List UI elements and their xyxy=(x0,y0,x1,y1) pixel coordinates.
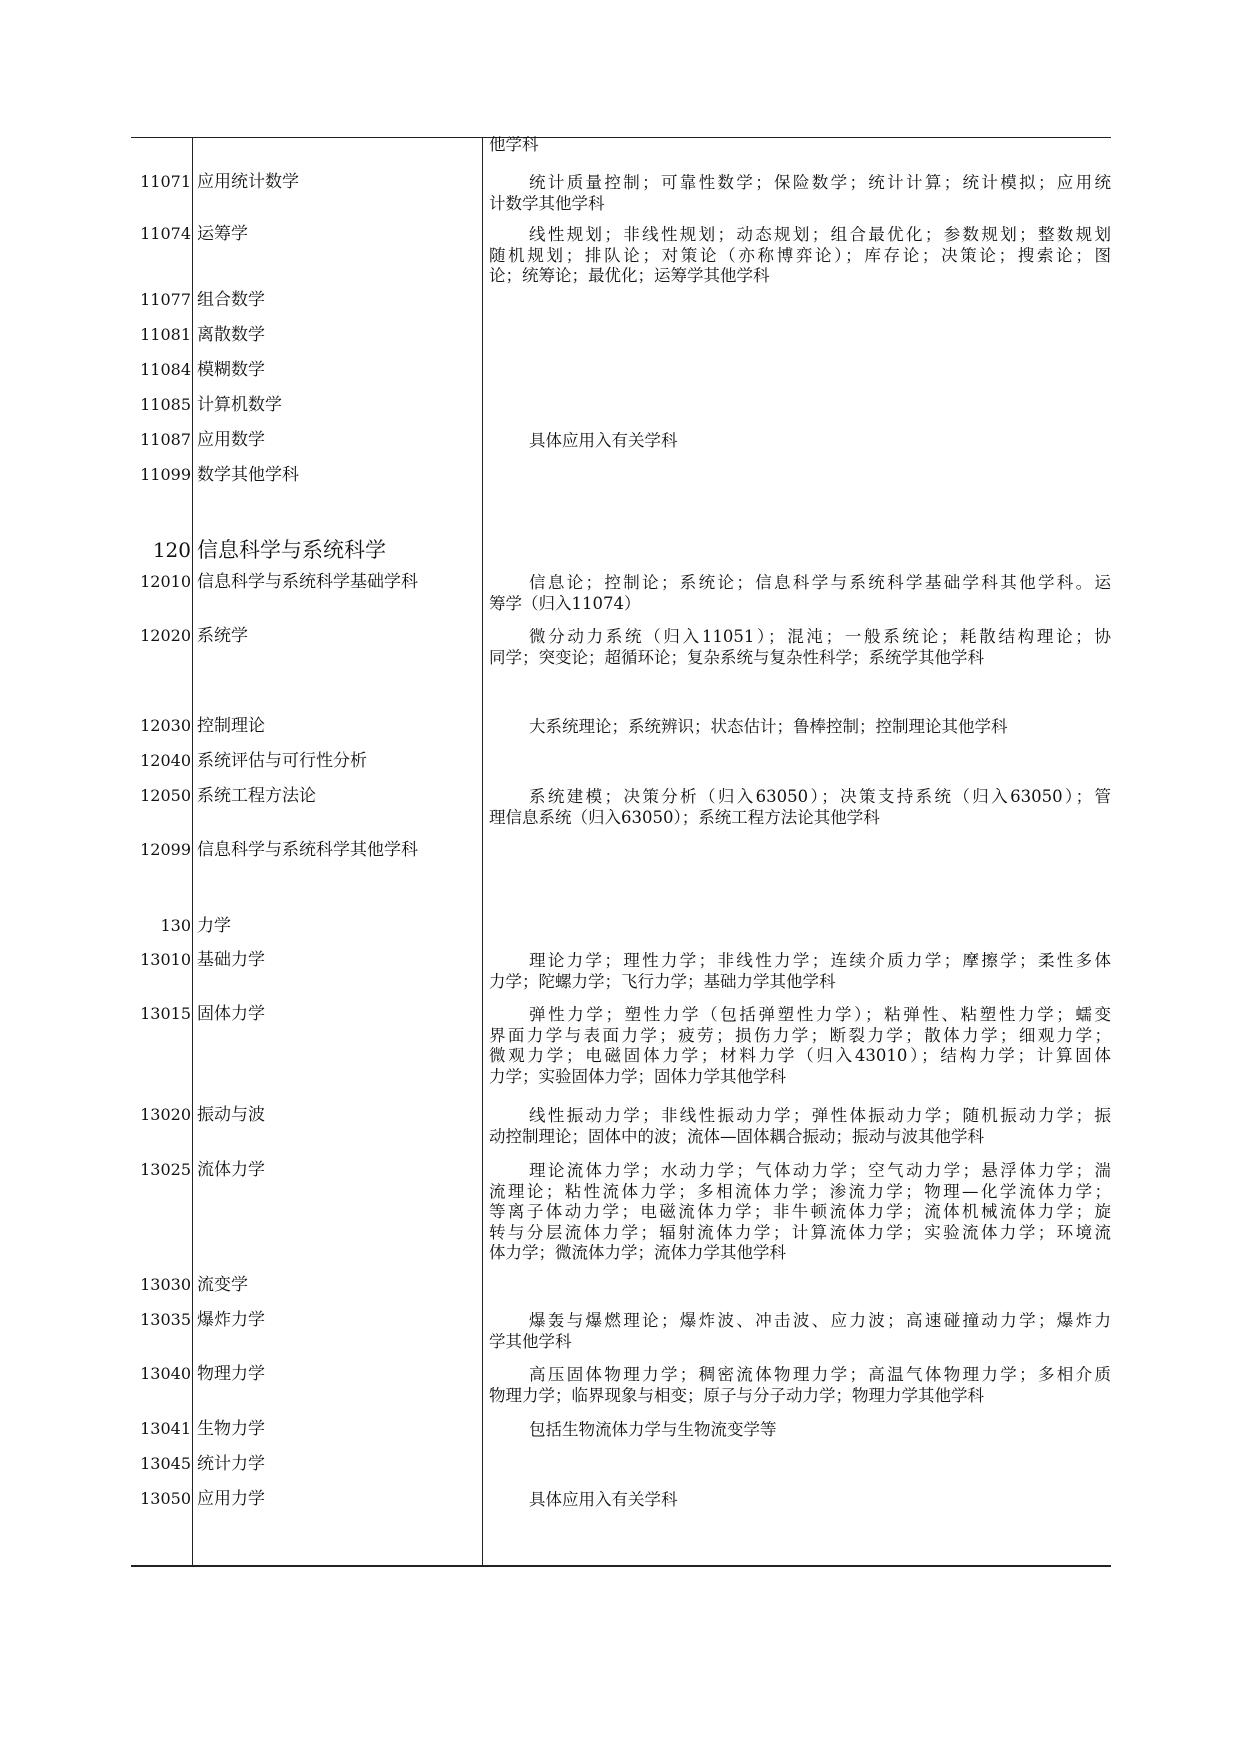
discipline-name: 物理力学 xyxy=(197,1364,265,1384)
discipline-name: 生物力学 xyxy=(197,1419,265,1439)
discipline-name: 系统学 xyxy=(197,626,248,646)
discipline-code: 13015 xyxy=(140,1004,191,1023)
discipline-description xyxy=(489,225,1111,287)
description-line: 力学；实验固体力学；固体力学其他学科 xyxy=(489,1066,786,1086)
discipline-code: 12050 xyxy=(140,786,191,805)
description-line: 动控制理论；固体中的波；流体—固体耦合振动；振动与波其他学科 xyxy=(489,1126,984,1146)
discipline-code: 11099 xyxy=(140,465,191,484)
discipline-name: 爆炸力学 xyxy=(197,1310,265,1330)
discipline-name: 统计力学 xyxy=(197,1454,265,1474)
discipline-description xyxy=(489,1106,1111,1147)
discipline-name: 信息科学与系统科学基础学科 xyxy=(197,572,418,592)
discipline-description xyxy=(489,1161,1111,1264)
discipline-name: 系统评估与可行性分析 xyxy=(197,751,367,771)
description-line: 微分动力系统（归入11051）；混沌；一般系统论；耗散结构理论；协 xyxy=(529,627,1111,646)
discipline-description xyxy=(489,787,1111,828)
description-line: 同学；突变论；超循环论；复杂系统与复杂性科学；系统学其他学科 xyxy=(489,647,984,667)
discipline-code: 11077 xyxy=(140,290,191,309)
discipline-code: 13020 xyxy=(140,1105,191,1124)
discipline-code: 12010 xyxy=(140,572,191,591)
description-line: 随机规划；排队论；对策论（亦称博弈论）；库存论；决策论；搜索论；图 xyxy=(489,245,1111,265)
description-line: 论；统筹论；最优化；运筹学其他学科 xyxy=(489,266,770,285)
discipline-name: 振动与波 xyxy=(197,1105,265,1125)
description-line: 线性振动力学；非线性振动力学；弹性体振动力学；随机振动力学；振 xyxy=(529,1106,1111,1125)
description-line: 大系统理论；系统辨识；状态估计；鲁棒控制；控制理论其他学科 xyxy=(529,717,1008,736)
discipline-name: 流体力学 xyxy=(197,1160,265,1180)
discipline-code: 13025 xyxy=(140,1160,191,1179)
discipline-description xyxy=(489,173,1111,214)
discipline-description xyxy=(489,431,1111,452)
discipline-description xyxy=(489,1005,1111,1087)
description-line: 具体应用入有关学科 xyxy=(529,431,678,450)
discipline-code: 11087 xyxy=(140,430,191,449)
discipline-name: 控制理论 xyxy=(197,716,265,736)
discipline-description xyxy=(489,1365,1111,1406)
description-line: 具体应用入有关学科 xyxy=(529,1490,678,1509)
discipline-code: 12020 xyxy=(140,626,191,645)
description-line: 统计质量控制；可靠性数学；保险数学；统计计算；统计模拟；应用统 xyxy=(529,173,1111,192)
discipline-description xyxy=(489,1490,1111,1511)
column-divider-code xyxy=(192,137,193,1565)
discipline-name: 力学 xyxy=(197,916,231,936)
discipline-code: 11081 xyxy=(140,325,191,344)
table-bottom-border xyxy=(131,1565,1111,1567)
discipline-code: 120 xyxy=(152,538,191,562)
discipline-code: 13050 xyxy=(140,1489,191,1508)
description-line: 物理力学；临界现象与相变；原子与分子动力学；物理力学其他学科 xyxy=(489,1385,984,1405)
description-line: 系统建模；决策分析（归入63050）；决策支持系统（归入63050）；管 xyxy=(529,787,1111,806)
discipline-description xyxy=(489,1420,1111,1441)
discipline-name: 模糊数学 xyxy=(197,360,265,380)
discipline-code: 130 xyxy=(160,916,191,935)
discipline-code: 13045 xyxy=(140,1454,191,1473)
discipline-name: 流变学 xyxy=(197,1275,248,1295)
discipline-name: 基础力学 xyxy=(197,950,265,970)
discipline-code: 12099 xyxy=(140,840,191,859)
description-line: 筹学（归入11074） xyxy=(489,593,641,613)
discipline-name: 系统工程方法论 xyxy=(197,786,316,806)
discipline-description xyxy=(489,717,1111,738)
discipline-code: 13010 xyxy=(140,950,191,969)
discipline-description xyxy=(489,951,1111,992)
discipline-code: 11084 xyxy=(140,360,191,379)
discipline-code: 13040 xyxy=(140,1364,191,1383)
description-line: 理论流体力学；水动力学；气体动力学；空气动力学；悬浮体力学；湍 xyxy=(529,1161,1111,1180)
description-line: 微观力学；电磁固体力学；材料力学（归入43010）；结构力学；计算固体 xyxy=(489,1046,1111,1065)
discipline-code: 11074 xyxy=(140,224,191,243)
discipline-name: 计算机数学 xyxy=(197,395,282,415)
description-line: 界面力学与表面力学；疲劳；损伤力学；断裂力学；散体力学；细观力学； xyxy=(489,1025,1111,1045)
description-line: 弹性力学；塑性力学（包括弹塑性力学）；粘弹性、粘塑性力学；蠕变 xyxy=(529,1005,1111,1024)
discipline-name: 信息科学与系统科学其他学科 xyxy=(197,840,418,860)
description-line: 线性规划；非线性规划；动态规划；组合最优化；参数规划；整数规划 xyxy=(529,225,1111,244)
discipline-code: 13035 xyxy=(140,1310,191,1329)
discipline-description xyxy=(489,1311,1111,1352)
description-line: 他学科 xyxy=(489,135,539,154)
discipline-description xyxy=(489,573,1111,614)
discipline-name: 固体力学 xyxy=(197,1004,265,1024)
description-line: 爆轰与爆燃理论；爆炸波、冲击波、应力波；高速碰撞动力学；爆炸力 xyxy=(529,1311,1111,1330)
description-line: 学其他学科 xyxy=(489,1331,572,1351)
discipline-name: 组合数学 xyxy=(197,290,265,310)
description-line: 力学；陀螺力学；飞行力学；基础力学其他学科 xyxy=(489,971,836,991)
discipline-name: 离散数学 xyxy=(197,325,265,345)
discipline-code: 13030 xyxy=(140,1275,191,1294)
description-line: 理论力学；理性力学；非线性力学；连续介质力学；摩擦学；柔性多体 xyxy=(529,951,1111,970)
description-line: 计数学其他学科 xyxy=(489,193,605,213)
description-line: 转与分层流体力学；辐射流体力学；计算流体力学；实验流体力学；环境流 xyxy=(489,1222,1111,1242)
discipline-description xyxy=(489,135,1111,156)
discipline-code: 11071 xyxy=(140,172,191,191)
description-line: 高压固体物理力学；稠密流体物理力学；高温气体物理力学；多相介质 xyxy=(529,1365,1111,1384)
description-line: 体力学；微流体力学；流体力学其他学科 xyxy=(489,1243,786,1262)
description-line: 等离子体动力学；电磁流体力学；非牛顿流体力学；流体机械流体力学；旋 xyxy=(489,1202,1111,1221)
discipline-name: 信息科学与系统科学 xyxy=(197,538,386,562)
discipline-code: 12030 xyxy=(140,716,191,735)
description-line: 信息论；控制论；系统论；信息科学与系统科学基础学科其他学科。运 xyxy=(529,573,1111,592)
description-line: 理信息系统（归入63050）；系统工程方法论其他学科 xyxy=(489,807,880,827)
discipline-name: 应用力学 xyxy=(197,1489,265,1509)
discipline-code: 13041 xyxy=(140,1419,191,1438)
discipline-code: 11085 xyxy=(140,395,191,414)
discipline-name: 应用数学 xyxy=(197,430,265,450)
discipline-name: 数学其他学科 xyxy=(197,465,299,485)
discipline-description xyxy=(489,627,1111,668)
discipline-code: 12040 xyxy=(140,751,191,770)
discipline-name: 应用统计数学 xyxy=(197,172,299,192)
description-line: 流理论；粘性流体力学；多相流体力学；渗流力学；物理—化学流体力学； xyxy=(489,1181,1111,1201)
description-line: 包括生物流体力学与生物流变学等 xyxy=(529,1420,777,1439)
discipline-name: 运筹学 xyxy=(197,224,248,244)
